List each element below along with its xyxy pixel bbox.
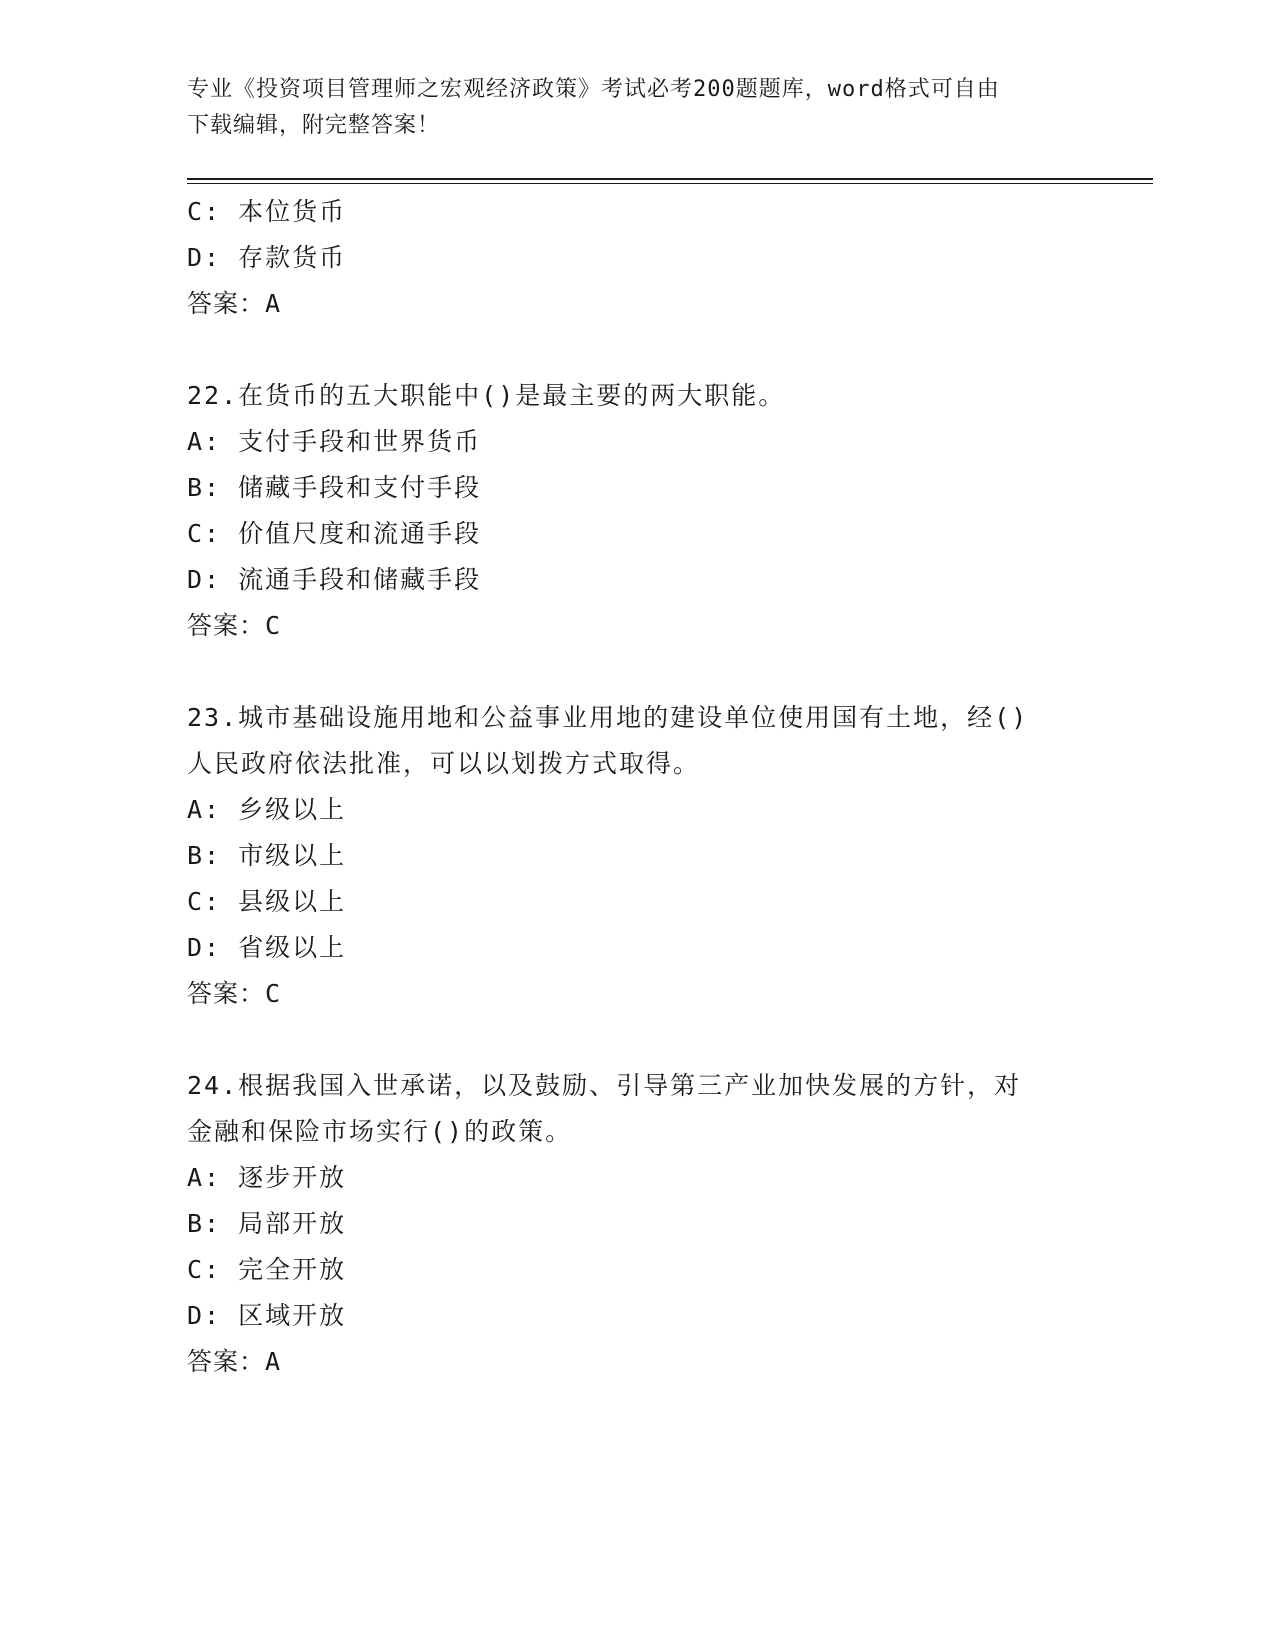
option-text: 存款货币: [238, 243, 347, 272]
header-line-2: 下载编辑，附完整答案！: [187, 113, 441, 138]
option-label: B:: [187, 473, 222, 502]
question-22: [187, 373, 1077, 649]
question-21-continued: [187, 189, 1077, 327]
option-d: [187, 925, 1077, 971]
option-text: 市级以上: [238, 841, 347, 870]
question-stem: 22.在货币的五大职能中()是最主要的两大职能。: [187, 381, 786, 410]
header-divider-thin: [187, 183, 1153, 184]
option-text: 支付手段和世界货币: [238, 427, 482, 456]
option-text: 区域开放: [238, 1301, 347, 1330]
option-text: 县级以上: [238, 887, 347, 916]
answer-line: 答案：C: [187, 979, 282, 1008]
option-d: [187, 235, 1077, 281]
option-text: 流通手段和储藏手段: [238, 565, 482, 594]
option-label: D:: [187, 933, 222, 962]
option-text: 局部开放: [238, 1209, 347, 1238]
option-a: [187, 787, 1077, 833]
option-b: [187, 465, 1077, 511]
header-divider-thick: [187, 178, 1153, 180]
question-list: [187, 189, 1077, 1385]
option-text: 储藏手段和支付手段: [238, 473, 482, 502]
option-label: A:: [187, 1163, 222, 1192]
option-text: 完全开放: [238, 1255, 347, 1284]
option-a: [187, 1155, 1077, 1201]
option-label: B:: [187, 1209, 222, 1238]
option-label: D:: [187, 1301, 222, 1330]
option-c: [187, 1247, 1077, 1293]
option-label: C:: [187, 519, 222, 548]
document-header: [187, 72, 1067, 144]
option-label: C:: [187, 1255, 222, 1284]
option-text: 本位货币: [238, 197, 347, 226]
option-c: [187, 189, 1077, 235]
option-label: B:: [187, 841, 222, 870]
option-label: C:: [187, 887, 222, 916]
answer-line: 答案：A: [187, 289, 282, 318]
option-label: C:: [187, 197, 222, 226]
option-c: [187, 879, 1077, 925]
option-b: [187, 1201, 1077, 1247]
question-stem-line-1: 23.城市基础设施用地和公益事业用地的建设单位使用国有土地，经(): [187, 703, 1029, 732]
question-24: [187, 1063, 1077, 1385]
question-23: [187, 695, 1077, 1017]
option-label: A:: [187, 427, 222, 456]
option-text: 价值尺度和流通手段: [238, 519, 482, 548]
question-stem-line-2: 金融和保险市场实行()的政策。: [187, 1117, 573, 1146]
option-text: 乡级以上: [238, 795, 347, 824]
question-stem-line-2: 人民政府依法批准，可以以划拨方式取得。: [187, 749, 701, 778]
option-label: D:: [187, 243, 222, 272]
option-c: [187, 511, 1077, 557]
option-label: D:: [187, 565, 222, 594]
question-stem-line-1: 24.根据我国入世承诺，以及鼓励、引导第三产业加快发展的方针，对: [187, 1071, 1022, 1100]
option-text: 逐步开放: [238, 1163, 347, 1192]
option-b: [187, 833, 1077, 879]
option-text: 省级以上: [238, 933, 347, 962]
option-label: A:: [187, 795, 222, 824]
option-a: [187, 419, 1077, 465]
option-d: [187, 1293, 1077, 1339]
answer-line: 答案：C: [187, 611, 282, 640]
option-d: [187, 557, 1077, 603]
header-line-1: 专业《投资项目管理师之宏观经济政策》考试必考200题题库，word格式可自由: [187, 77, 1000, 102]
answer-line: 答案：A: [187, 1347, 282, 1376]
